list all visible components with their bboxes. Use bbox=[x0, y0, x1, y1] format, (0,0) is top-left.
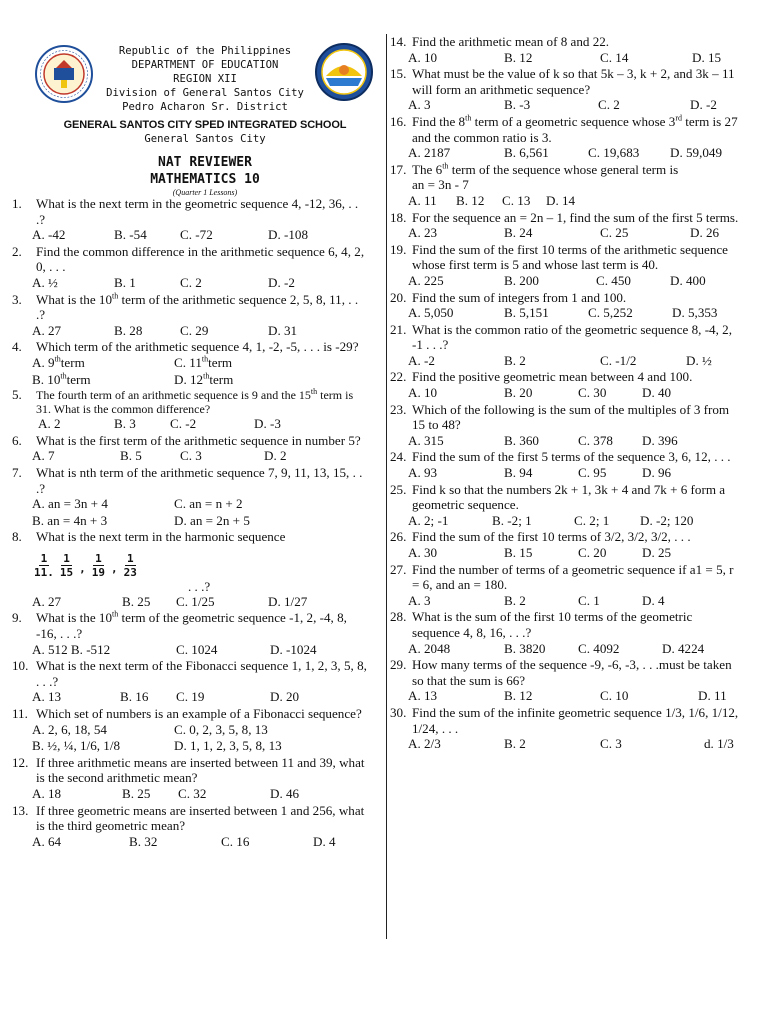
option-b[interactable]: B. 28 bbox=[114, 322, 143, 338]
question-text: Which set of numbers is an example of a Fibonacci sequence? bbox=[36, 706, 362, 722]
option-a[interactable]: A. 10 bbox=[408, 385, 438, 401]
option-c[interactable]: C. 2 bbox=[180, 274, 202, 290]
question-text: What is the common ratio of the geometric sequence 8, -4, 2, -1 . . .? bbox=[412, 321, 732, 353]
option-a[interactable]: A. 30 bbox=[408, 545, 438, 560]
option-c[interactable]: C. 1/25 bbox=[176, 593, 215, 609]
option-d[interactable]: D. -1024 bbox=[270, 641, 317, 657]
option-d[interactable]: D. 4 bbox=[313, 833, 336, 849]
option-c[interactable]: C. 10 bbox=[600, 688, 629, 704]
option-a[interactable]: A. 10 bbox=[408, 49, 438, 65]
option-c[interactable]: C. 1 bbox=[578, 592, 600, 608]
option-b[interactable]: B. -3 bbox=[504, 97, 531, 113]
harmonic-sequence: $\frac{1}{11.}$ $\frac{1}{15}$ , $\frac{1}{19}$ , $\frac{1}{23}$ bbox=[34, 551, 137, 579]
republic-line: Republic of the Philippines bbox=[118, 45, 292, 57]
option-b[interactable]: B. 2 bbox=[504, 592, 526, 608]
option-b[interactable]: B. 6,561 bbox=[504, 145, 549, 161]
option-b[interactable]: B. 32 bbox=[129, 833, 158, 849]
option-a[interactable]: A. 18 bbox=[32, 786, 62, 801]
option-a[interactable]: A. 7 bbox=[32, 448, 55, 464]
question-25: 25. Find k so that the numbers 2k + 1, 3k + 4 and 7k + 6 form a geometric sequence. A. 2; -1 B. -2; 1 C. 2; 1 D. -2; 120 bbox=[390, 482, 740, 529]
question-16: 16. Find the 8th term of a geometric sequence whose 3rd term is 27 and the common ratio is 3. A. 2187 B. 6,561 C. 19,683 D. 59,049 bbox=[390, 114, 740, 161]
option-b[interactable]: B. 20 bbox=[504, 385, 533, 401]
question-30: 30. Find the sum of the infinite geometric sequence 1/3, 1/6, 1/12, 1/24, . . . A. 2/3 B. 2 C. 3 d. 1/3 bbox=[390, 704, 739, 752]
option-d[interactable]: D. -3 bbox=[254, 416, 281, 432]
question-7: 7. What is nth term of the arithmetic sequence 7, 9, 11, 13, 15, . . .? A. an = 3n + 4 C. an = n + 2 B. an = 4n + 3 D. an = 2n + 5 bbox=[12, 465, 368, 528]
option-b[interactable]: B. 2 bbox=[504, 352, 526, 368]
option-d[interactable]: D. 5,353 bbox=[672, 305, 718, 321]
option-a[interactable]: A. 3 bbox=[408, 592, 431, 608]
option-c[interactable]: C. 19,683 bbox=[588, 145, 640, 161]
question-27: 27. Find the number of terms of a geometric sequence if a1 = 5, r = 6, and an = 180. A. 3 B. 2 C. 1 D. 4 bbox=[390, 562, 740, 609]
option-d[interactable]: D. 1/27 bbox=[268, 593, 308, 609]
option-c[interactable]: C. 30 bbox=[578, 385, 607, 401]
region-line: REGION XII bbox=[173, 73, 237, 85]
title-line-1: NAT REVIEWER bbox=[158, 155, 252, 170]
deped-seal-icon bbox=[34, 44, 94, 104]
option-a[interactable]: A. ½ bbox=[32, 274, 58, 290]
question-text: Find the sum of integers from 1 and 100. bbox=[412, 289, 627, 305]
question-23: 23. Which of the following is the sum of the multiples of 3 from 15 to 48? A. 315 B. 360 C. 378 D. 396 bbox=[390, 402, 740, 449]
option-c[interactable]: C. -1/2 bbox=[600, 352, 637, 368]
question-text: Find the sum of the first 10 terms of the arithmetic sequence whose first term is 5 and whose last term is 40. bbox=[412, 241, 728, 273]
question-28: 28. What is the sum of the first 10 terms of the geometric sequence 4, 8, 16, . . .? A. 2048 B. 3820 C. 4092 D. 4224 bbox=[390, 609, 740, 656]
option-d[interactable]: D. 396 bbox=[642, 432, 678, 448]
title-note: (Quarter 1 Lessons) bbox=[172, 188, 238, 197]
option-d[interactable]: D. 12thterm bbox=[174, 371, 234, 387]
option-a[interactable]: A. 13 bbox=[408, 688, 438, 704]
question-29: 29. How many terms of the sequence -9, -6, -3, . . .must be taken so that the sum is 66? A. 13 B. 12 C. 10 D. 11 bbox=[390, 657, 740, 704]
question-text: If three arithmetic means are inserted between 11 and 39, what is the second arithmetic mean? bbox=[36, 754, 365, 786]
city-line: General Santos City bbox=[144, 133, 266, 145]
question-text: Which of the following is the sum of the multiples of 3 from 15 to 48? bbox=[412, 401, 730, 433]
option-c[interactable]: C. 32 bbox=[178, 786, 207, 801]
option-c[interactable]: C. -72 bbox=[180, 227, 213, 243]
option-a[interactable]: A. -2 bbox=[408, 352, 435, 368]
question-4: 4. Which term of the arithmetic sequence 4, 1, -2, -5, . . . is -29? A. 9thterm C. 11thterm B. 10thterm D. 12thterm bbox=[12, 339, 368, 387]
question-8: 8. What is the next term in the harmonic sequence $\frac{1}{11.}$ $\frac{1}{15}$ , $\frac{1}{19}$ , $\frac{1}{23}$ . . .? A. 27 B. 25 C. 1/25 D. 1/27 bbox=[12, 529, 368, 609]
option-b[interactable]: B. 2 bbox=[504, 736, 526, 752]
option-c[interactable]: C. 378 bbox=[578, 432, 613, 448]
division-line: Division of General Santos City bbox=[106, 87, 304, 99]
school-name: GENERAL SANTOS CITY SPED INTEGRATED SCHOOL bbox=[63, 119, 347, 131]
option-a[interactable]: A. 2; -1 bbox=[408, 512, 449, 528]
option-c[interactable]: C. 3 bbox=[180, 448, 202, 464]
option-b[interactable]: B. 24 bbox=[504, 225, 533, 241]
question-text: What is the 10th term of the arithmetic sequence 2, 5, 8, 11, . . .? bbox=[36, 291, 359, 323]
question-21: 21. What is the common ratio of the geometric sequence 8, -4, 2, -1 . . .? A. -2 B. 2 C. -1/2 D. ½ bbox=[390, 322, 740, 369]
option-c[interactable]: C. an = n + 2 bbox=[174, 496, 243, 512]
option-b[interactable]: B. an = 4n + 3 bbox=[32, 512, 108, 528]
question-text: What is the next term in the geometric sequence 4, -12, 36, . . .? bbox=[36, 196, 359, 227]
option-a[interactable]: A. 3 bbox=[408, 97, 431, 113]
school-seal-icon bbox=[314, 42, 374, 102]
option-d[interactable]: D. 15 bbox=[692, 49, 722, 65]
option-c[interactable]: C. 2 bbox=[598, 97, 620, 113]
option-b[interactable]: B. 12 bbox=[504, 688, 533, 704]
option-d[interactable]: D. -2 bbox=[268, 274, 295, 290]
option-d[interactable]: D. ½ bbox=[686, 352, 712, 368]
option-b[interactable]: B. 200 bbox=[504, 272, 539, 288]
left-column bbox=[12, 196, 368, 850]
option-d[interactable]: D. 4224 bbox=[662, 640, 705, 656]
option-b[interactable]: B. 3820 bbox=[504, 640, 546, 656]
option-a[interactable]: A. 2 bbox=[38, 416, 61, 432]
question-text: What must be the value of k so that 5k – 3, k + 2, and 3k – 11 will form an arithmetic sequence? bbox=[412, 66, 735, 97]
question-text: Find the positive geometric mean between 4 and 100. bbox=[412, 369, 693, 385]
question-text: Find the 8th term of a geometric sequence whose 3rd term is 27 and the common ratio is 3. bbox=[412, 113, 738, 145]
question-6: 6. What is the first term of the arithmetic sequence in number 5? A. 7 B. 5 C. 3 D. 2 bbox=[12, 433, 368, 464]
question-text: What is the next term in the harmonic sequence bbox=[36, 529, 286, 545]
option-c[interactable]: C. 13 bbox=[502, 192, 531, 208]
option-a[interactable]: A. 2, 6, 18, 54 bbox=[32, 721, 107, 737]
option-b[interactable]: B. -54 bbox=[114, 227, 147, 243]
option-d[interactable]: D. 400 bbox=[670, 272, 706, 288]
option-d[interactable]: D. an = 2n + 5 bbox=[174, 512, 250, 528]
question-text: Find the arithmetic mean of 8 and 22. bbox=[412, 34, 610, 49]
option-c[interactable]: C. 20 bbox=[578, 545, 607, 560]
option-b[interactable]: B. 25 bbox=[122, 593, 151, 609]
option-a[interactable]: A. 225 bbox=[408, 272, 444, 288]
option-c[interactable]: C. 4092 bbox=[578, 640, 620, 656]
question-text: What is the first term of the arithmetic sequence in number 5? bbox=[36, 432, 361, 448]
option-d[interactable]: D. 59,049 bbox=[670, 145, 723, 161]
option-b[interactable]: B. -2; 1 bbox=[492, 512, 532, 528]
option-b[interactable]: B. 12 bbox=[504, 49, 533, 65]
option-d[interactable]: D. 96 bbox=[642, 465, 672, 481]
option-b[interactable]: B. 1 bbox=[114, 274, 136, 290]
option-d[interactable]: D. -108 bbox=[268, 227, 309, 243]
option-d[interactable]: D. -2; 120 bbox=[640, 512, 694, 528]
option-a[interactable]: A. 64 bbox=[32, 833, 62, 849]
question-text: The 6th term of the sequence whose general term is an = 3n - 7 bbox=[412, 161, 679, 193]
option-a[interactable]: A. 11 bbox=[408, 192, 437, 208]
question-12: 12. If three arithmetic means are inserted between 11 and 39, what is the second arithmetic mean? A. 18 B. 25 C. 32 D. 46 bbox=[12, 755, 368, 802]
option-c[interactable]: C. 95 bbox=[578, 465, 607, 481]
option-b[interactable]: B. 94 bbox=[504, 465, 533, 481]
question-18: 18. For the sequence an = 2n – 1, find the sum of the first 5 terms. A. 23 B. 24 C. 25 D. 26 bbox=[390, 209, 739, 241]
question-20: 20. Find the sum of integers from 1 and 100. A. 5,050 B. 5,151 C. 5,252 D. 5,353 bbox=[390, 290, 740, 321]
option-c[interactable]: C. -2 bbox=[170, 416, 197, 432]
question-14: 14. Find the arithmetic mean of 8 and 22. A. 10 B. 12 C. 14 D. 15 bbox=[390, 34, 740, 65]
option-a[interactable]: A. 27 bbox=[32, 593, 62, 609]
option-c[interactable]: C. 5,252 bbox=[588, 305, 633, 321]
question-1: 1. What is the next term in the geometric sequence 4, -12, 36, . . .? A. -42 B. -54 C. -72 D. -108 bbox=[12, 196, 368, 243]
question-text: Find the sum of the infinite geometric sequence 1/3, 1/6, 1/12, 1/24, . . . bbox=[412, 704, 739, 736]
exam-title bbox=[30, 154, 380, 197]
option-b[interactable]: B. 12 bbox=[456, 192, 485, 208]
option-b[interactable]: B. ½, ¼, 1/6, 1/8 bbox=[32, 738, 121, 754]
option-c[interactable]: C. 0, 2, 3, 5, 8, 13 bbox=[174, 721, 268, 737]
option-d[interactable]: D. 1, 1, 2, 3, 5, 8, 13 bbox=[174, 738, 282, 754]
question-text: Find the sum of the first 5 terms of the sequence 3, 6, 12, . . . bbox=[412, 449, 731, 465]
option-a[interactable]: A. 2187 bbox=[408, 145, 451, 161]
question-19: 19. Find the sum of the first 10 terms of the arithmetic sequence whose first term is 5 and whose last term is 40. A. 225 B. 200 C. 450 D. 400 bbox=[390, 242, 740, 289]
option-a[interactable]: A. 5,050 bbox=[408, 305, 454, 321]
option-a[interactable]: A. 13 bbox=[32, 689, 62, 705]
question-9: 9. What is the 10th term of the geometric sequence -1, 2, -4, 8, -16, . . .? A. 512 B. -512 C. 1024 D. -1024 bbox=[12, 610, 368, 657]
option-d[interactable]: D. 25 bbox=[642, 545, 672, 560]
department-line: DEPARTMENT OF EDUCATION bbox=[131, 59, 279, 71]
question-text: Find k so that the numbers 2k + 1, 3k + 4 and 7k + 6 form a geometric sequence. bbox=[412, 481, 726, 513]
option-a-b[interactable]: A. 512 B. -512 bbox=[32, 641, 111, 657]
option-c[interactable]: C. 29 bbox=[180, 322, 209, 338]
option-b[interactable]: B. 10thterm bbox=[32, 371, 91, 387]
question-text: If three geometric means are inserted between 1 and 256, what is the third geometric mean? bbox=[36, 802, 365, 834]
option-d[interactable]: D. 11 bbox=[698, 688, 727, 704]
question-text: Find the sum of the first 10 terms of 3/2, 3/2, 3/2, . . . bbox=[412, 529, 691, 545]
question-text: What is the next term of the Fibonacci sequence 1, 1, 2, 3, 5, 8, . . .? bbox=[36, 658, 367, 689]
option-d[interactable]: D. -2 bbox=[690, 97, 717, 113]
option-d[interactable]: D. 14 bbox=[546, 192, 576, 208]
option-c[interactable]: C. 450 bbox=[596, 272, 631, 288]
question-10: 10. What is the next term of the Fibonacci sequence 1, 1, 2, 3, 5, 8, . . .? A. 13 B. 16 C. 19 D. 20 bbox=[12, 658, 367, 705]
option-a[interactable]: A. 93 bbox=[408, 465, 438, 481]
option-d[interactable]: D. 4 bbox=[642, 592, 665, 608]
option-b[interactable]: B. 5,151 bbox=[504, 305, 549, 321]
right-column bbox=[390, 34, 740, 753]
option-d[interactable]: D. 46 bbox=[270, 786, 300, 801]
question-text: What is nth term of the arithmetic sequence 7, 9, 11, 13, 15, . . .? bbox=[36, 464, 363, 496]
option-c[interactable]: C. 19 bbox=[176, 689, 205, 705]
question-5: 5. The fourth term of an arithmetic sequence is 9 and the 15th term is 31. What is the common difference? A. 2 B. 3 C. -2 D. -3 bbox=[12, 388, 368, 432]
document-header bbox=[30, 44, 380, 146]
option-d[interactable]: D. 40 bbox=[642, 385, 672, 401]
option-d[interactable]: D. 20 bbox=[270, 689, 300, 705]
question-3: 3. What is the 10th term of the arithmetic sequence 2, 5, 8, 11, . . .? A. 27 B. 28 C. 29 D. 31 bbox=[12, 292, 368, 339]
option-d[interactable]: D. 2 bbox=[264, 448, 287, 464]
option-a[interactable]: A. 2048 bbox=[408, 640, 451, 656]
option-b[interactable]: B. 3 bbox=[114, 416, 136, 432]
option-c[interactable]: C. 11thterm bbox=[174, 354, 233, 370]
option-a[interactable]: A. 9thterm bbox=[32, 354, 85, 370]
option-a[interactable]: A. -42 bbox=[32, 227, 66, 243]
question-26: 26. Find the sum of the first 10 terms of 3/2, 3/2, 3/2, . . . A. 30 B. 15 C. 20 D. 25 bbox=[390, 529, 740, 560]
harmonic-tail: . . .? bbox=[188, 578, 211, 594]
question-text: Which term of the arithmetic sequence 4, 1, -2, -5, . . . is -29? bbox=[36, 339, 359, 355]
option-b[interactable]: B. 25 bbox=[122, 786, 151, 801]
column-divider bbox=[386, 34, 387, 939]
question-text: Find the common difference in the arithmetic sequence 6, 4, 2, 0, . . . bbox=[36, 243, 365, 275]
option-b[interactable]: B. 360 bbox=[504, 432, 539, 448]
option-b[interactable]: B. 15 bbox=[504, 545, 533, 560]
option-d[interactable]: D. 31 bbox=[268, 322, 298, 338]
option-c[interactable]: C. 3 bbox=[600, 736, 622, 752]
option-c[interactable]: C. 14 bbox=[600, 49, 629, 65]
question-15: 15. What must be the value of k so that 5k – 3, k + 2, and 3k – 11 will form an arithmetic sequence? A. 3 B. -3 C. 2 D. -2 bbox=[390, 66, 740, 113]
option-d[interactable]: d. 1/3 bbox=[704, 736, 734, 752]
option-a[interactable]: A. 27 bbox=[32, 322, 62, 338]
question-text: For the sequence an = 2n – 1, find the sum of the first 5 terms. bbox=[412, 209, 739, 225]
question-22: 22. Find the positive geometric mean between 4 and 100. A. 10 B. 20 C. 30 D. 40 bbox=[390, 369, 740, 400]
option-c[interactable]: C. 2; 1 bbox=[574, 512, 610, 528]
option-a[interactable]: A. 23 bbox=[408, 225, 438, 241]
option-c[interactable]: C. 25 bbox=[600, 225, 629, 241]
option-d[interactable]: D. 26 bbox=[690, 225, 720, 241]
option-a[interactable]: A. an = 3n + 4 bbox=[32, 496, 108, 512]
question-text: The fourth term of an arithmetic sequence is 9 and the 15th term is 31. What is the common difference? bbox=[36, 387, 354, 417]
question-17: 17. The 6th term of the sequence whose general term is an = 3n - 7 A. 11 B. 12 C. 13 D. 14 bbox=[390, 162, 740, 209]
question-text: What is the 10th term of the geometric sequence -1, 2, -4, 8, -16, . . .? bbox=[36, 610, 347, 642]
question-text: What is the sum of the first 10 terms of the geometric sequence 4, 8, 16, . . .? bbox=[412, 609, 693, 640]
question-11: 11. Which set of numbers is an example of a Fibonacci sequence? A. 2, 6, 18, 54 C. 0, 2, 3, 5, 8, 13 B. ½, ¼, 1/6, 1/8 D. 1, 1, 2, 3, 5, 8, 13 bbox=[12, 706, 368, 754]
question-text: How many terms of the sequence -9, -6, -3, . . .must be taken so that the sum is 66? bbox=[412, 657, 732, 688]
district-line: Pedro Acharon Sr. District bbox=[122, 101, 288, 113]
option-b[interactable]: B. 16 bbox=[120, 689, 149, 705]
question-text: Find the number of terms of a geometric sequence if a1 = 5, r = 6, and an = 180. bbox=[412, 561, 734, 593]
option-c[interactable]: C. 1024 bbox=[176, 641, 218, 657]
option-a[interactable]: A. 315 bbox=[408, 432, 444, 448]
question-13: 13. If three geometric means are inserted between 1 and 256, what is the third geometric mean? A. 64 B. 32 C. 16 D. 4 bbox=[12, 803, 368, 850]
title-line-2: MATHEMATICS 10 bbox=[150, 172, 260, 187]
option-a[interactable]: A. 2/3 bbox=[408, 736, 441, 752]
question-2: 2. Find the common difference in the arithmetic sequence 6, 4, 2, 0, . . . A. ½ B. 1 C. 2 D. -2 bbox=[12, 244, 368, 291]
option-b[interactable]: B. 5 bbox=[120, 448, 142, 464]
option-c[interactable]: C. 16 bbox=[221, 833, 250, 849]
question-24: 24. Find the sum of the first 5 terms of the sequence 3, 6, 12, . . . A. 93 B. 94 C. 95 D. 96 bbox=[390, 449, 740, 480]
